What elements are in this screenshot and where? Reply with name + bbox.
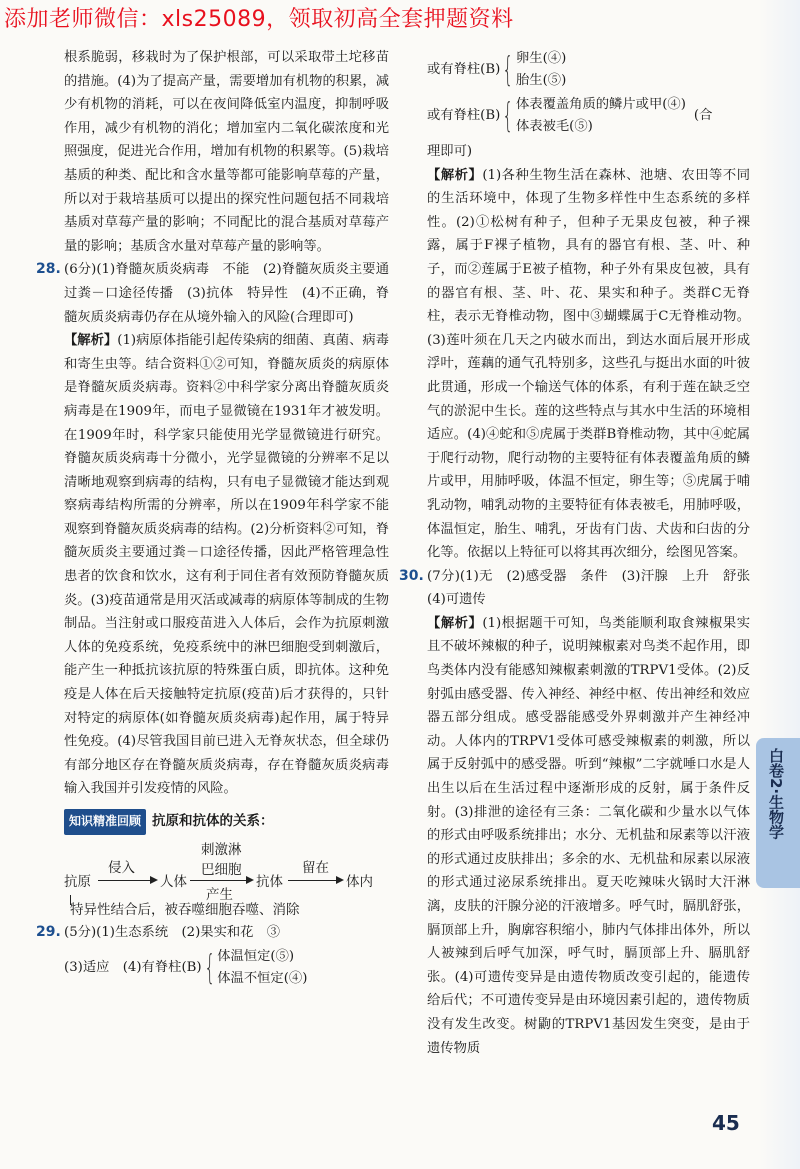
brace2-suffix: (合 <box>693 108 713 124</box>
arrow-head-3 <box>336 876 344 884</box>
left-column <box>36 46 389 992</box>
q28-analysis <box>64 329 389 801</box>
knowledge-review <box>64 809 389 835</box>
arrow-head-2 <box>246 876 254 884</box>
brace1-items <box>516 48 566 92</box>
q29-answer-line1: (5分)(1)生态系统 (2)果实和花 ③ <box>64 924 281 940</box>
brace-icon: { <box>204 948 215 989</box>
watermark-banner <box>0 0 560 36</box>
q29-brace-1 <box>64 946 389 990</box>
antigen-antibody-diagram <box>64 839 389 921</box>
arrow-line-1 <box>98 880 150 881</box>
q30-analysis <box>427 612 750 1060</box>
q28-answer <box>36 258 389 329</box>
page-number: 45 <box>712 1111 740 1135</box>
analysis-label: 【解析】 <box>427 615 483 631</box>
q28-answer-text: (6分)(1)脊髓灰质炎病毒 不能 (2)脊髓灰质炎主要通过粪－口途径传播 (3)抗体 特异性 (4)不正确，脊髓灰质炎病毒仍存在从境外输入的风险(合理即可) <box>64 262 389 325</box>
arrow-head-1 <box>150 876 158 884</box>
diagram-stay: 留在 <box>302 859 329 876</box>
diagram-label-stimulate: 刺激淋 <box>201 841 242 858</box>
brace2-item-a: 体表覆盖角质的鳞片或甲(④) <box>515 97 686 112</box>
brace1-prefix: 或有脊柱(B) <box>427 62 501 78</box>
brace-icon: { <box>502 96 514 136</box>
q29-brace-items <box>217 946 307 990</box>
side-section-tab <box>756 738 800 888</box>
knowledge-badge: 知识精准回顾 <box>64 809 146 835</box>
q30-number: 30. <box>399 567 424 584</box>
brace1-item-a: 卵生(④) <box>515 51 567 66</box>
diagram-in-body: 体内 <box>346 873 373 890</box>
knowledge-title: 抗原和抗体的关系： <box>152 813 274 829</box>
q30-answer <box>399 565 764 612</box>
brace1-item-b: 胎生(⑤) <box>515 73 567 88</box>
brace2-tail: 理即可) <box>427 144 473 159</box>
q29-brace-prefix: (3)适应 (4)有脊柱(B) <box>64 960 202 976</box>
banner-text: 添加老师微信：xls25089，领取初高全套押题资料 <box>4 7 514 32</box>
diagram-body: 人体 <box>160 873 187 890</box>
page-edge-shade <box>760 0 800 1169</box>
arrow-line-3 <box>288 880 336 881</box>
brace2-items <box>516 94 686 138</box>
brace2-item-b: 体表被毛(⑤) <box>515 119 593 134</box>
analysis-label: 【解析】 <box>64 333 118 349</box>
right-column <box>399 46 764 1060</box>
brace-icon: { <box>502 50 514 90</box>
brace2-prefix: 或有脊柱(B) <box>427 108 501 124</box>
diagram-produce: 产生 <box>206 886 233 903</box>
diagram-label-lymphocyte: 巴细胞 <box>201 861 242 878</box>
diagram-antigen: 抗原 <box>64 873 91 890</box>
q27-continuation: 根系脆弱，移栽时为了保护根部，可以采取带土坨移苗的措施。(4)为了提高产量，需要增加有机物的积累，减少有机物的消耗，可以在夜间降低室内温度，抑制呼吸作用，减少有机物的消化；增加室内二氧化碳浓度和光照强度，促进光合作用，增加有机物的积累等。(5)栽培基质的种类、配比和含水量等都可能影响草莓的产量，所以对于栽培基质可以提出的探究性问题包括不同栽培基质对草莓产量的影响；不同配比的混合基质对草莓产量的影响；基质含水量对草莓产量的影响等。 <box>64 50 389 254</box>
q29-analysis-text: (1)各种生物生活在森林、池塘、农田等不同的生活环境中，体现了生物多样性中生态系统的多样性。(2)①松树有种子，但种子无果皮包被，种子裸露，属于F裸子植物，具有的器官有根、茎、叶、种子，而②莲属于E被子植物，种子外有果皮包被，具有的器官有根、茎、叶、花、果实和种子。类群C无脊柱，表示无脊椎动物，图中③蝴蝶属于C无脊椎动物。(3)莲叶须在几天之内破水而出，到达水面后展开形成浮叶，莲藕的通气孔特别多，这些孔与挺出水面的叶彼此贯通，形成一个输送气体的体系，有利于莲在缺乏空气的淤泥中生长。莲的这些特点与其水中生活的环境相适应。(4)④蛇和⑤虎属于类群B脊椎动物，其中④蛇属于爬行动物，爬行动物的主要特征有体表覆盖角质的鳞片或甲，用肺呼吸，体温不恒定，卵生等；⑤虎属于哺乳动物，哺乳动物的主要特征有体表被毛，用肺呼吸，体温恒定，胎生、哺乳，牙齿有门齿、犬齿和臼齿的分化等。依据以上特征可以将其再次细分，绘图见答案。 <box>427 167 751 561</box>
q29-brace-item-a: 体温恒定(⑤) <box>217 949 295 965</box>
q29-analysis <box>427 164 750 565</box>
q30-answer-text: (7分)(1)无 (2)感受器 条件 (3)汗腺 上升 舒张 (4)可遗传 <box>427 568 764 608</box>
diagram-invade: 侵入 <box>108 859 135 876</box>
diagram-antibody: 抗体 <box>256 873 283 890</box>
q28-analysis-text: (1)病原体指能引起传染病的细菌、真菌、病毒和寄生虫等。结合资料①②可知，脊髓灰质炎的病原体是脊髓灰质炎病毒。资料②中科学家分离出脊髓灰质炎病毒是在1909年，而电子显微镜在1931年才被发明。在1909年时，科学家只能使用光学显微镜进行研究。脊髓灰质炎病毒十分微小，光学显微镜的分辨率不足以清晰地观察到病毒的结构，只有电子显微镜才能达到观察病毒结构所需的分辨率，所以在1909年科学家不能观察到脊髓灰质炎病毒的结构。(2)分析资料②可知，脊髓灰质炎主要通过粪－口途径传播，因此严格管理急性患者的饮食和饮水，这有利于同住者有效预防脊髓灰质炎。(3)疫苗通常是用灭活或减毒的病原体等制成的生物制品。当注射或口服疫苗进入人体后，会作为抗原刺激人体的免疫系统，免疫系统中的淋巴细胞受到刺激后，能产生一种抵抗该抗原的特殊蛋白质，即抗体。这种免疫是人体在后天接触特定抗原(疫苗)后才获得的，只针对特定的病原体(如脊髓灰质炎病毒)起作用，属于特异性免疫。(4)尽管我国目前已进入无脊灰状态，但全球仍有部分地区存在脊髓灰质炎病毒，存在脊髓灰质炎病毒输入我国并引发疫情的风险。 <box>64 333 389 797</box>
q29-number: 29. <box>36 923 61 940</box>
side-tab-label: 白卷2·生物学 <box>767 748 785 840</box>
q29-answer <box>36 921 389 945</box>
q29-brace-item-b: 体温不恒定(④) <box>217 971 308 987</box>
arrow-line-2 <box>190 880 246 881</box>
analysis-label: 【解析】 <box>427 167 483 183</box>
q28-number: 28. <box>36 261 61 278</box>
brace-block-1 <box>427 48 750 92</box>
q30-analysis-text: (1)根据题干可知，鸟类能顺利取食辣椒果实且不破坏辣椒的种子，说明辣椒素对鸟类不起作用，即鸟类体内没有能感知辣椒素刺激的TRPV1受体。(2)反射弧由感受器、传入神经、神经中枢、传出神经和效应器五部分组成。感受器能感受外界刺激并产生神经冲动。人体内的TRPV1受体可感受辣椒素的刺激，所以属于反射弧中的感受器。听到“辣椒”二字就唾口水是人出生以后在生活过程中逐渐形成的反射，属于条件反射。(3)排泄的途径有三条：二氧化碳和少量水以气体的形式由呼吸系统排出；水分、无机盐和尿素等以汗液的形式通过皮肤排出；多余的水、无机盐和尿素以尿液的形式通过泌尿系统排出。夏天吃辣味火锅时大汗淋漓，皮肤的汗腺分泌的汗液增多。呼气时，膈肌舒张，膈顶部上升，胸廓容积缩小，肺内气体排出体外，所以人被辣到后呼气加深，呼气时，膈顶部上升、膈肌舒张。(4)可遗传变异是由遗传物质改变引起的，能遗传给后代；不可遗传变异是由环境因素引起的，遗传物质没有发生改变。树鼩的TRPV1基因发生突变，是由于遗传物质 <box>427 615 751 1056</box>
diagram-note: 特异性结合后，被吞噬细胞吞噬、消除 <box>70 901 300 918</box>
brace-block-2 <box>427 94 750 138</box>
